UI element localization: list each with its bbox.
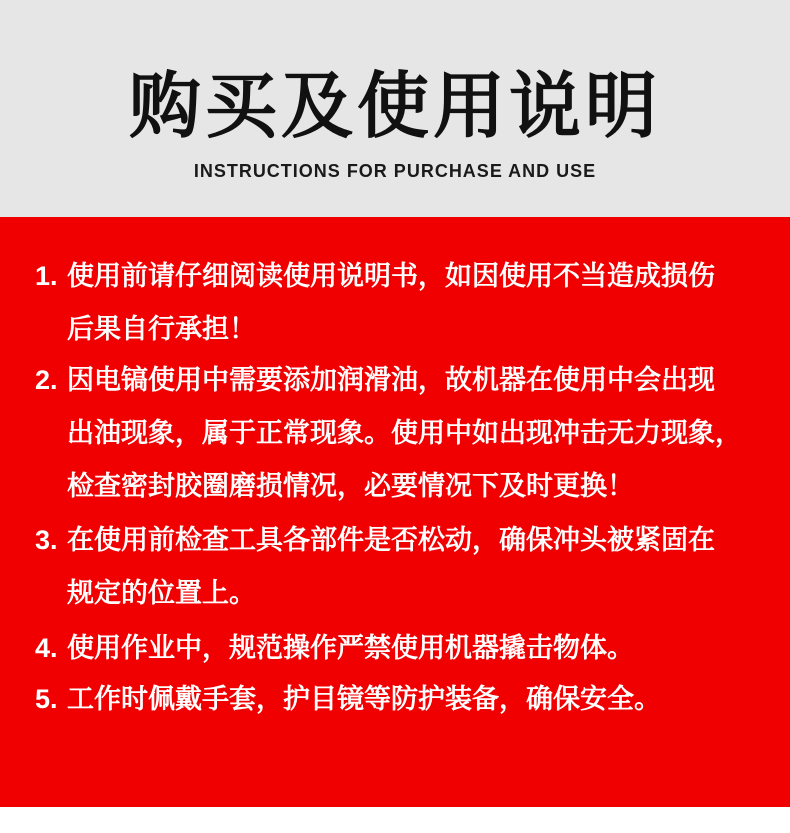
instruction-item-4 [35,622,775,675]
instruction-line: 使用作业中，规范操作严禁使用机器撬击物体。 [67,633,634,664]
bottom-strip [0,807,790,833]
instruction-line: 规定的位置上。 [67,578,256,609]
instruction-item-3 [35,514,775,620]
page-subtitle: INSTRUCTIONS FOR PURCHASE AND USE [193,161,597,181]
instruction-item-5 [35,673,775,726]
instruction-number: 1. [35,261,58,291]
instruction-line: 后果自行承担！ [67,314,256,345]
page-title: 购买及使用说明 [128,64,661,148]
instruction-item-1 [35,250,775,356]
instruction-number: 4. [35,633,58,663]
instruction-line: 因电镐使用中需要添加润滑油，故机器在使用中会出现 [67,365,715,396]
instructions-panel [0,217,790,807]
instruction-number: 2. [35,365,58,395]
instruction-line: 在使用前检查工具各部件是否松动，确保冲头被紧固在 [67,525,715,556]
instruction-line: 出油现象，属于正常现象。使用中如出现冲击无力现象， [67,418,742,449]
instruction-item-2 [35,354,775,513]
instruction-line: 检查密封胶圈磨损情况，必要情况下及时更换！ [67,471,634,502]
instruction-line: 工作时佩戴手套，护目镜等防护装备，确保安全。 [67,684,661,715]
header-band [0,0,790,217]
instruction-line: 使用前请仔细阅读使用说明书，如因使用不当造成损伤 [67,261,715,292]
instruction-number: 5. [35,684,58,714]
instruction-number: 3. [35,525,58,555]
